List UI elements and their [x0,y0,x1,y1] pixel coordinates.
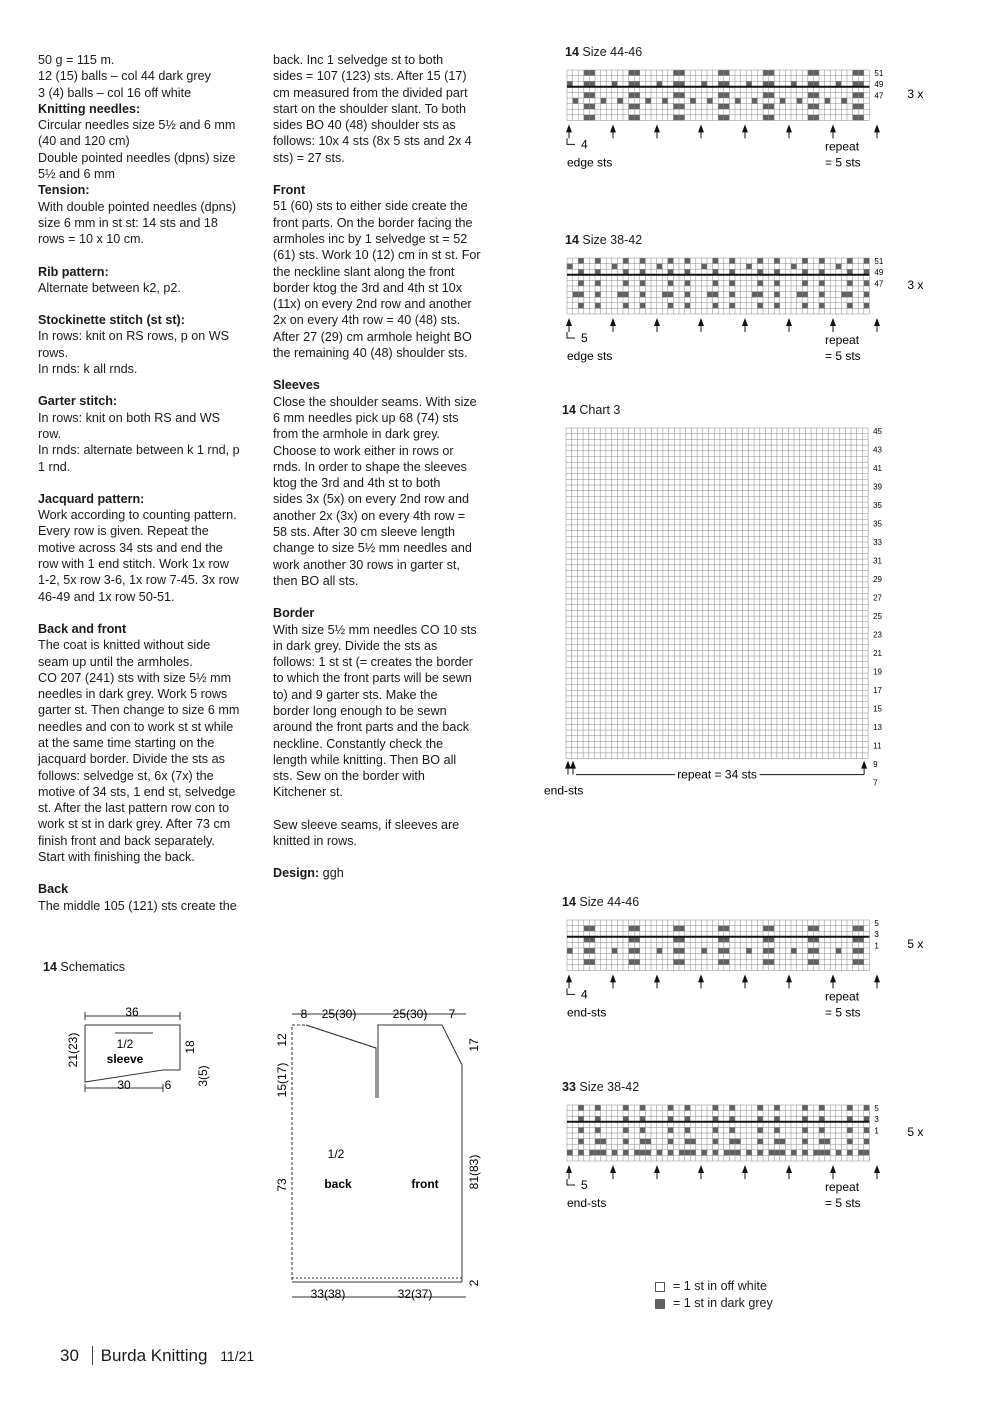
body-half: 1/2 [327,1147,345,1161]
row-label: 5 [874,1104,879,1113]
paragraph-rib: Alternate between k2, p2. [38,280,181,295]
body-height-front: 81(83) [467,1154,481,1190]
row-label: 19 [873,667,883,677]
legend [655,1278,773,1312]
paragraph-stst: In rows: knit on RS rows, p on WS rows. In rnds: k all rnds. [38,329,230,377]
legend-item-white: = 1 st in off white [655,1278,773,1295]
row-label: 41 [873,464,883,473]
repeat-times: 5 x [907,937,924,952]
sleeve-bottom: 30 [117,1078,131,1092]
chart-5-title: 33 Size 38-42 [562,1080,640,1094]
chart-4 [555,912,935,1022]
heading-sleeves_h: Sleeves [273,378,320,393]
magazine-name: Burda Knitting [92,1346,208,1365]
repeat-count: = 5 sts [825,349,861,363]
heading-back_h: Back [38,882,69,897]
body-b2: 32(37) [397,1287,433,1301]
grey-square-icon [655,1299,665,1309]
heading-bf_h: Back and front [38,621,127,636]
schematic-sleeve [55,1000,225,1100]
row-label: 35 [873,519,883,529]
body-t4: 7 [448,1007,456,1021]
page-footer [60,1346,254,1366]
paragraph-yarn: 50 g = 115 m. 12 (15) balls – col 44 dark grey 3 (4) balls – col 16 off white [38,53,211,100]
body-height-back: 73 [275,1178,289,1192]
row-label: 49 [874,268,884,278]
paragraph-back2: back. Inc 1 selvedge st to both sides = 107 (123) sts. After 15 (17) cm measured from the divided part start on the shoulder slant. To both sides BO 40 (48) shoulder sts as follows: 10x 4 sts (8x 5 sts and 2x 4 sts) = 27 sts. [273,53,472,165]
repeat-label: repeat = 34 sts [677,767,757,782]
row-label: 35 [873,501,883,510]
sleeve-cuff-height: 3(5) [196,1065,210,1087]
sleeve-left: 21(23) [66,1032,80,1068]
row-label: 47 [874,279,884,289]
chart-4-title: 14 Size 44-46 [562,895,640,909]
row-label: 43 [873,445,883,455]
row-label: 51 [874,257,884,266]
edge-label: end-sts [567,1005,607,1020]
edge-count: 5 [581,1178,588,1192]
row-label: 27 [873,593,883,603]
repeat-times: 5 x [907,1125,924,1139]
row-label: 21 [873,649,883,658]
chart-2 [555,250,935,370]
body-rib: 2 [467,1279,481,1287]
sleeve-top: 36 [125,1005,139,1019]
paragraph-needles: Circular needles size 5½ and 6 mm (40 and 120 cm) Double pointed needles (dpns) size 5½ and 6 mm [38,118,236,182]
schematic-body [270,1000,500,1310]
row-label: 49 [874,80,884,90]
paragraph-garter: In rows: knit on both RS and WS row. In rnds: alternate between k 1 rnd, p 1 rnd. [38,410,240,474]
edge-label: edge sts [567,349,613,363]
sleeve-cuff: 6 [164,1078,172,1092]
row-label: 3 [874,930,879,940]
row-label: 7 [873,778,878,788]
row-label: 29 [873,575,883,584]
heading-stst_h: Stockinette stitch (st st): [38,313,185,328]
repeat-count: = 5 sts [825,155,861,170]
repeat-times: 3 x [907,278,924,292]
repeat-count: = 5 sts [825,1196,861,1210]
paragraph-sew: Sew sleeve seams, if sleeves are knitted in rows. [273,817,460,849]
body-t3: 25(30) [392,1007,428,1021]
page-number: 30 [60,1346,79,1365]
heading-tension_h: Tension: [38,183,90,198]
paragraph-tension: With double pointed needles (dpns) size 6 mm in st st: 14 sts and 18 rows = 10 x 10 cm. [38,199,237,247]
sleeve-right: 18 [183,1040,197,1054]
row-label: 23 [873,630,883,640]
paragraph-front: 51 (60) sts to either side create the front parts. On the border facing the armholes inc by 1 selvedge st = 52 (61) sts. Work 10 (12) cm in st st. For the neckline slant along the front border ktog the 3rd and 4th st 10x (11x) on every 2nd row and another 2x on every 4th row = 40 (48) sts. After 27 (29) cm armhole height BO the remaining 40 (48) shoulder sts. [273,199,481,361]
paragraph-sleeves: Close the shoulder seams. With size 6 mm needles pick up 68 (74) sts from the armhole in dark grey. Choose to work either in rows or rnds. In order to shape the sleeves ktog the 3rd and 4th st to both sides 3x (5x) on every 2nd row and another 2x (3x) on every 4th row = 58 sts. After 30 cm sleeve length change to size 5½ mm needles and work another 30 rows in garter st, then BO all sts. [273,394,477,588]
edge-count: 5 [581,331,588,345]
row-label: 51 [874,69,884,78]
body-t1: 8 [300,1007,308,1021]
row-label: 25 [873,612,883,621]
edge-label: end-sts [567,1196,607,1210]
chart-1 [555,62,935,172]
chart-grid [567,70,869,120]
row-label: 31 [873,556,883,566]
body-back-label: back [324,1177,352,1191]
heading-needles_h: Knitting needles: [38,101,141,116]
text-column-1 [38,52,268,914]
chart-5 [555,1097,935,1212]
row-label: 11 [873,741,882,751]
row-label: 9 [873,760,878,769]
heading-front_h: Front [273,183,306,198]
row-label: 45 [873,427,883,436]
chart-grid [567,920,869,970]
row-label: 13 [873,723,883,732]
chart-3-grid [566,428,868,759]
chart-grid [567,1105,869,1161]
edge-count: 4 [581,987,588,1002]
row-label: 5 [874,919,879,928]
heading-garter_h: Garter stitch: [38,394,118,409]
body-b1: 33(38) [310,1287,346,1301]
row-label: 33 [873,538,883,547]
body-arm: 15(17) [275,1062,289,1098]
heading-rib_h: Rib pattern: [38,264,109,279]
text-column-2 [273,52,503,882]
body-front-label: front [411,1177,439,1191]
heading-border_h: Border [273,606,315,621]
row-label: 39 [873,482,883,492]
repeat-times: 3 x [907,87,924,102]
chart-2-title: 14 Size 38-42 [565,233,643,247]
sleeve-half: 1/2 [116,1037,134,1051]
repeat-label: repeat [825,989,860,1004]
row-label: 1 [874,1126,879,1136]
edge-count: 4 [581,137,588,152]
chart-1-title: 14 Size 44-46 [565,45,643,59]
chart-3 [540,420,940,820]
issue: 11/21 [220,1348,255,1364]
body-t2: 25(30) [321,1007,357,1021]
row-label: 1 [874,941,879,951]
edge-label: edge sts [567,155,613,170]
chart-3-title: 14 Chart 3 [562,403,621,417]
row-label: 47 [874,91,884,101]
repeat-label: repeat [825,333,860,347]
heading-jacq_h: Jacquard pattern: [38,491,145,506]
repeat-label: repeat [825,139,860,154]
body-shoulder: 12 [275,1033,289,1047]
chart-grid [567,258,869,314]
paragraph-bf: The coat is knitted without side seam up until the armholes. CO 207 (241) sts with size 5½ mm needles in dark grey. Work 5 rows garter st. Then change to size 6 mm needles and con to work st st while at the same time starting on the jacquard border. Divide the sts as follows: selvedge st, 6x (7x) the motive of 34 sts, 1 end st, selvedge st. After the last pattern row con to work st st in dark grey. After 73 cm finish front and back separately. Start with finishing the back. [38,638,240,865]
paragraph-back: The middle 105 (121) sts create the [38,898,237,913]
schematics-title: 14 Schematics [43,960,125,974]
repeat-count: = 5 sts [825,1005,861,1020]
row-label: 3 [874,1115,879,1125]
sleeve-label: sleeve [106,1052,144,1066]
row-label: 15 [873,704,883,714]
white-square-icon [655,1282,665,1292]
paragraph-border: With size 5½ mm needles CO 10 sts in dark grey. Divide the sts as follows: 1 st st (= creates the border to which the front parts will be sewn to) and 9 garter sts. Make the border long enough to be sewn around the front parts and the back neckline. Constantly check the length while knitting. Then BO all sts. Sew on the border with Kitchener st. [273,622,477,800]
repeat-label: repeat [825,1180,860,1194]
body-neck: 17 [467,1038,481,1052]
paragraph-jacq: Work according to counting pattern. Every row is given. Repeat the motive across 34 sts and end the row with 1 end stitch. Work 1x row 1-2, 5x row 3-6, 1x row 7-45. 3x row 46-49 and 1x row 50-51. [38,508,239,604]
row-label: 17 [873,686,883,695]
design-credit: Design: ggh [273,866,344,881]
end-sts-label: end-sts [544,783,584,798]
legend-item-grey: = 1 st in dark grey [655,1295,773,1312]
